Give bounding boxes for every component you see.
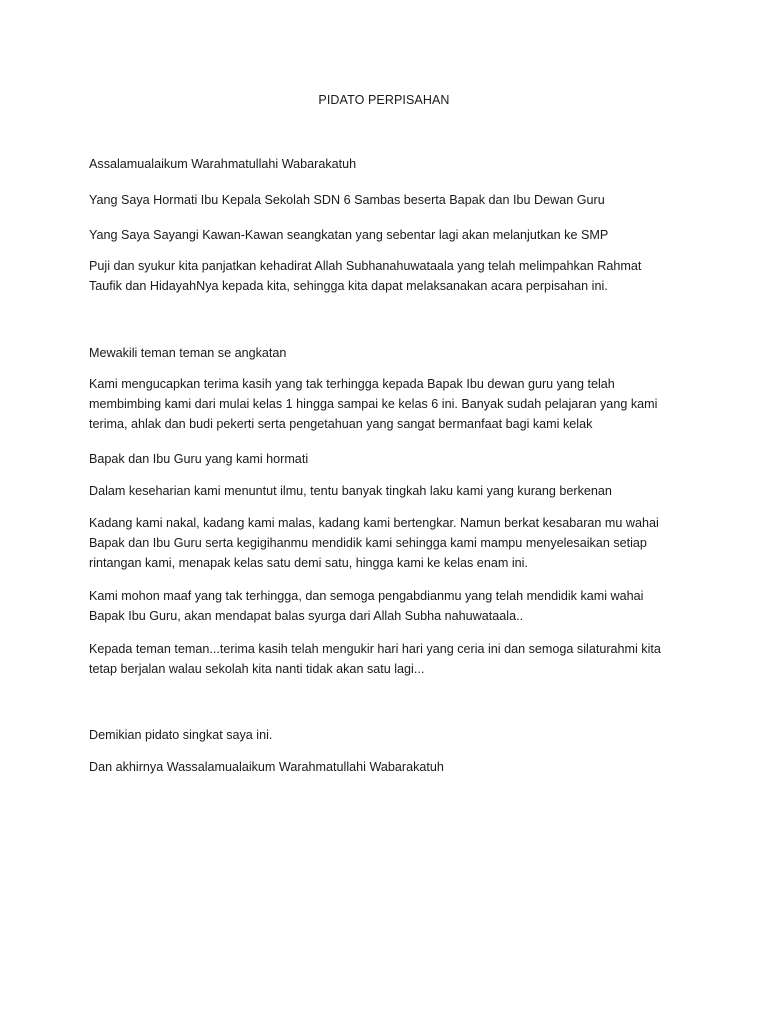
respect-friends-line: Yang Saya Sayangi Kawan-Kawan seangkatan yang sebentar lagi akan melanjutkan ke SMP xyxy=(89,228,609,242)
document-title: PIDATO PERPISAHAN xyxy=(318,93,450,107)
farewell-greeting-line: Dan akhirnya Wassalamualaikum Warahmatullahi Wabarakatuh xyxy=(89,760,444,774)
friends-line-2: tetap berjalan walau sekolah kita nanti tidak akan satu lagi... xyxy=(89,662,425,676)
friends-line-1: Kepada teman teman...terima kasih telah mengukir hari hari yang ceria ini dan semoga silaturahmi kita xyxy=(89,642,661,656)
naughty-line-1: Kadang kami nakal, kadang kami malas, kadang kami bertengkar. Namun berkat kesabaran mu wahai xyxy=(89,516,659,530)
thanks-line-1: Kami mengucapkan terima kasih yang tak terhingga kepada Bapak Ibu dewan guru yang telah xyxy=(89,377,615,391)
gratitude-line-2: Taufik dan HidayahNya kepada kita, sehingga kita dapat melaksanakan acara perpisahan ini. xyxy=(89,279,608,293)
representing-line: Mewakili teman teman se angkatan xyxy=(89,346,287,360)
greeting-line: Assalamualaikum Warahmatullahi Wabarakatuh xyxy=(89,157,357,171)
thanks-line-3: terima, ahlak dan budi pekerti serta pengetahuan yang sangat bermanfaat bagi kami kelak xyxy=(89,417,593,431)
respect-principal-line: Yang Saya Hormati Ibu Kepala Sekolah SDN 6 Sambas beserta Bapak dan Ibu Dewan Guru xyxy=(89,193,605,207)
naughty-line-2: Bapak dan Ibu Guru serta kegigihanmu mendidik kami sehingga kami mampu menyelesaikan setiap xyxy=(89,536,647,550)
apology-line-1: Kami mohon maaf yang tak terhingga, dan semoga pengabdianmu yang telah mendidik kami wahai xyxy=(89,589,644,603)
thanks-line-2: membimbing kami dari mulai kelas 1 hingga sampai ke kelas 6 ini. Banyak sudah pelajaran yang kami xyxy=(89,397,658,411)
address-teachers-line: Bapak dan Ibu Guru yang kami hormati xyxy=(89,452,309,466)
daily-behavior-line: Dalam keseharian kami menuntut ilmu, tentu banyak tingkah laku kami yang kurang berkenan xyxy=(89,484,612,498)
apology-line-2: Bapak Ibu Guru, akan mendapat balas syurga dari Allah Subha nahuwataala.. xyxy=(89,609,524,623)
closing-line: Demikian pidato singkat saya ini. xyxy=(89,728,273,742)
naughty-line-3: rintangan kami, menapak kelas satu demi satu, hingga kami ke kelas enam ini. xyxy=(89,556,528,570)
gratitude-line-1: Puji dan syukur kita panjatkan kehadirat Allah Subhanahuwataala yang telah melimpahkan Rahmat xyxy=(89,259,642,273)
